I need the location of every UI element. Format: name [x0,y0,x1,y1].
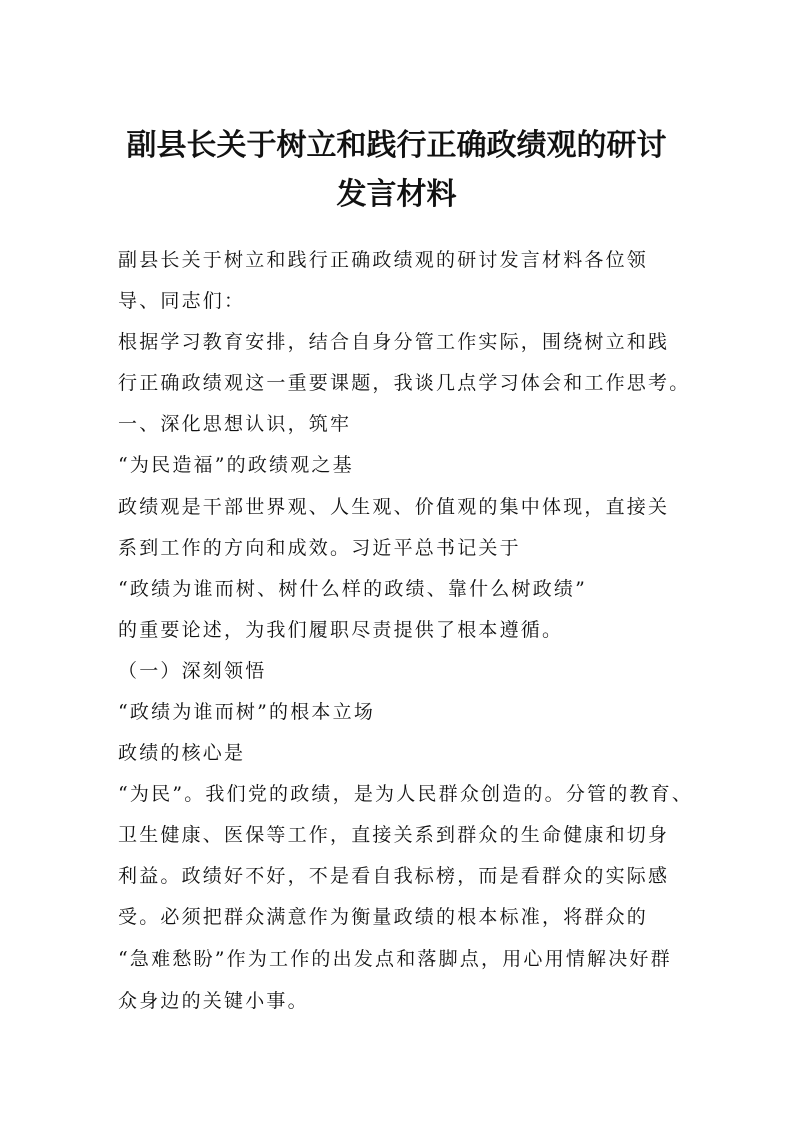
paragraph-line: 卫生健康、医保等工作，直接关系到群众的生命健康和切身 [118,824,670,846]
document-title-line-2: 发言材料 [336,177,457,212]
section-heading-line: 一、深化思想认识，筑牢 [118,413,352,435]
section-heading-line: “为民造福”的政绩观之基 [118,454,354,476]
paragraph-line: 政绩观是干部世界观、人生观、价值观的集中体现，直接关 [118,496,670,518]
document-title-line-1: 副县长关于树立和践行正确政绩观的研讨 [126,128,667,163]
paragraph-line: 副县长关于树立和践行正确政绩观的研讨发言材料各位领 [118,249,649,271]
paragraph-line: 行正确政绩观这一重要课题，我谈几点学习体会和工作思考。 [118,372,691,394]
paragraph-line: “政绩为谁而树、树什么样的政绩、靠什么树政绩” [118,578,588,600]
paragraph-line: 众身边的关键小事。 [118,990,309,1012]
paragraph-line: “为民”。我们党的政绩，是为人民群众创造的。分管的教育、 [118,783,694,805]
subsection-heading-line: “政绩为谁而树”的根本立场 [118,701,376,723]
paragraph-line: 系到工作的方向和成效。习近平总书记关于 [118,537,521,559]
paragraph-line: 政绩的核心是 [118,742,246,764]
paragraph-line: 根据学习教育安排，结合自身分管工作实际，围绕树立和践 [118,331,670,353]
paragraph-line: 导、同志们： [118,290,246,312]
paragraph-line: 的重要论述，为我们履职尽责提供了根本遵循。 [118,619,564,641]
subsection-heading-line: （一）深刻领悟 [118,660,267,682]
paragraph-line: 受。必须把群众满意作为衡量政绩的根本标准，将群众的 [118,906,649,928]
paragraph-line: “急难愁盼”作为工作的出发点和落脚点，用心用情解决好群 [118,948,672,970]
paragraph-line: 利益。政绩好不好，不是看自我标榜，而是看群众的实际感 [118,865,670,887]
